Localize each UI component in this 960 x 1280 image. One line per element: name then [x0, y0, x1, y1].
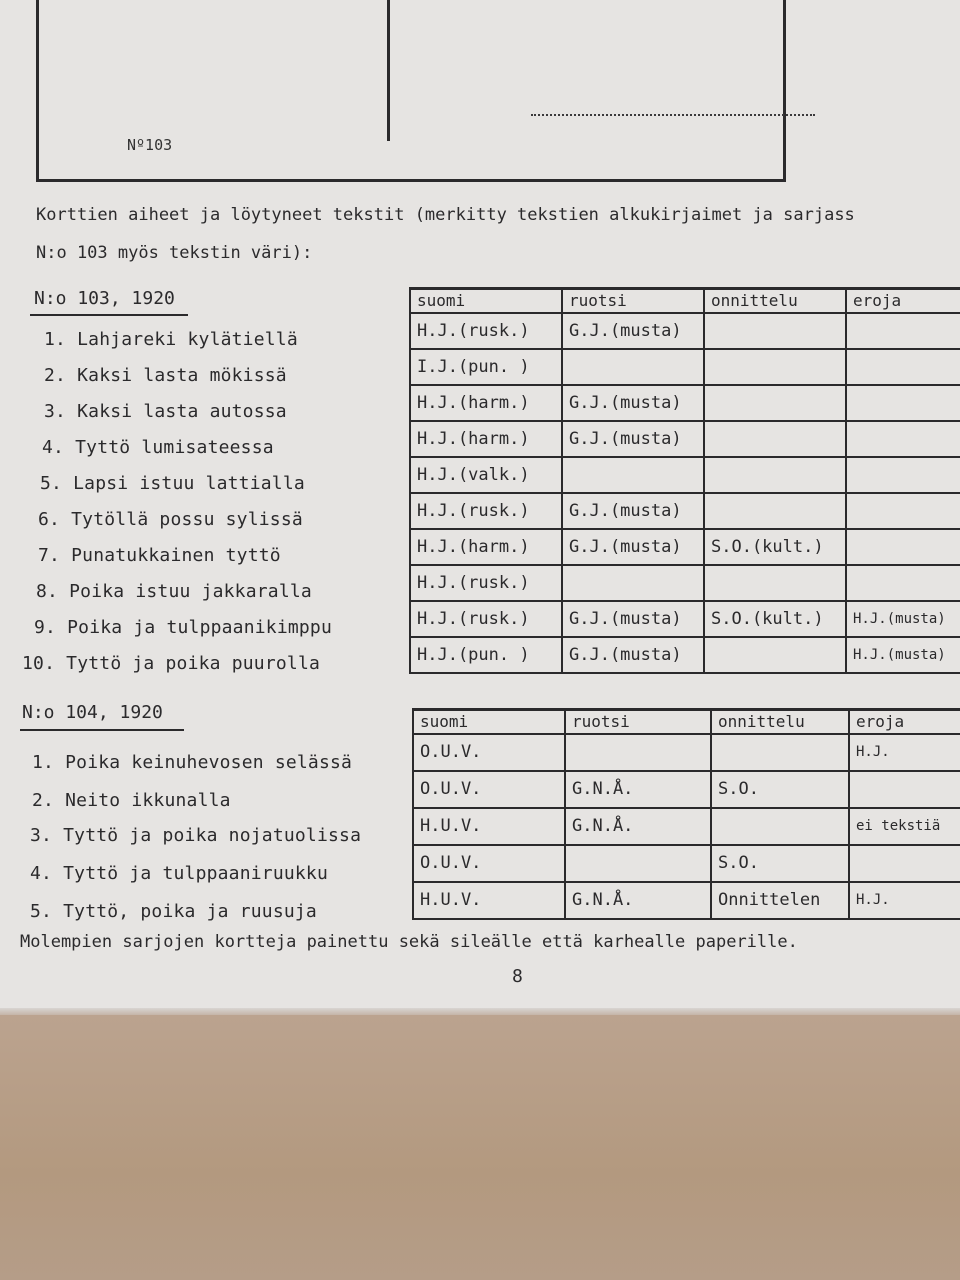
table-row	[413, 771, 960, 808]
list-item: 6. Tytöllä possu sylissä	[38, 509, 303, 530]
table-surface	[0, 1015, 960, 1280]
list-item: 2. Kaksi lasta mökissä	[44, 365, 287, 386]
table-row	[410, 313, 960, 349]
table-cell	[704, 421, 846, 457]
table-cell	[846, 457, 960, 493]
list-item: 4. Tyttö ja tulppaaniruukku	[30, 863, 329, 884]
table-row	[410, 637, 960, 673]
intro-text	[36, 196, 960, 272]
series-104-title-underline	[20, 729, 184, 731]
table-cell: H.J.(rusk.)	[410, 313, 562, 349]
table-cell	[849, 845, 960, 882]
table-cell: H.J.(valk.)	[410, 457, 562, 493]
table-cell: H.J.(musta)	[846, 637, 960, 673]
series-103-title: N:o 103, 1920	[34, 288, 175, 309]
table-cell: H.J.(rusk.)	[410, 565, 562, 601]
table-cell	[704, 385, 846, 421]
table-cell: G.N.Å.	[565, 808, 711, 845]
table-header-row	[410, 289, 960, 313]
table-cell: H.J.(pun. )	[410, 637, 562, 673]
column-header-onnittelu: onnittelu	[711, 710, 849, 734]
intro-line-2: N:o 103 myös tekstin väri):	[36, 243, 313, 263]
list-item: 9. Poika ja tulppaanikimppu	[34, 617, 333, 638]
list-item: 3. Tyttö ja poika nojatuolissa	[30, 825, 362, 846]
table-cell	[704, 493, 846, 529]
table-cell: G.J.(musta)	[562, 637, 704, 673]
table-cell: G.J.(musta)	[562, 421, 704, 457]
table-cell: Onnittelen	[711, 882, 849, 919]
list-item: 3. Kaksi lasta autossa	[44, 401, 287, 422]
table-cell: H.J.	[849, 882, 960, 919]
column-header-suomi: suomi	[410, 289, 562, 313]
footer-note: Molempien sarjojen kortteja painettu sekä sileälle että karhealle paperille.	[20, 932, 798, 952]
table-cell	[846, 313, 960, 349]
table-cell: O.U.V.	[413, 845, 565, 882]
table-cell	[562, 565, 704, 601]
list-item: 1. Poika keinuhevosen selässä	[32, 752, 353, 773]
table-cell	[704, 565, 846, 601]
table-cell: ei tekstiä	[849, 808, 960, 845]
table-cell	[846, 529, 960, 565]
table-row	[410, 421, 960, 457]
table-cell	[562, 349, 704, 385]
table-cell: S.O.	[711, 771, 849, 808]
table-cell: H.J.	[849, 734, 960, 771]
column-header-eroja: eroja	[849, 710, 960, 734]
table-cell: G.J.(musta)	[562, 493, 704, 529]
series-104-table	[412, 708, 960, 920]
table-cell	[565, 845, 711, 882]
table-cell	[565, 734, 711, 771]
table-cell: G.J.(musta)	[562, 385, 704, 421]
series-103-table	[409, 287, 960, 674]
table-cell	[704, 313, 846, 349]
postcard-frame	[36, 0, 786, 182]
table-cell	[846, 385, 960, 421]
table-cell: H.J.(rusk.)	[410, 601, 562, 637]
table-cell	[846, 493, 960, 529]
table-cell: G.J.(musta)	[562, 313, 704, 349]
table-row	[410, 565, 960, 601]
table-cell: O.U.V.	[413, 734, 565, 771]
table-row	[410, 601, 960, 637]
series-103-title-underline	[30, 314, 188, 316]
table-row	[413, 845, 960, 882]
column-header-onnittelu: onnittelu	[704, 289, 846, 313]
table-cell: S.O.(kult.)	[704, 601, 846, 637]
table-cell	[849, 771, 960, 808]
postcard-address-line	[531, 114, 815, 116]
table-cell	[711, 808, 849, 845]
table-cell	[711, 734, 849, 771]
table-cell: G.J.(musta)	[562, 529, 704, 565]
table-cell: H.J.(rusk.)	[410, 493, 562, 529]
table-row	[410, 385, 960, 421]
table-cell: O.U.V.	[413, 771, 565, 808]
column-header-eroja: eroja	[846, 289, 960, 313]
table-cell	[562, 457, 704, 493]
table-row	[410, 529, 960, 565]
table-cell: I.J.(pun. )	[410, 349, 562, 385]
series-104-title: N:o 104, 1920	[22, 702, 163, 723]
table-cell	[846, 421, 960, 457]
column-header-ruotsi: ruotsi	[565, 710, 711, 734]
table-cell	[704, 457, 846, 493]
list-item: 1. Lahjareki kylätiellä	[44, 329, 298, 350]
list-item: 5. Tyttö, poika ja ruusuja	[30, 901, 317, 922]
table-cell: H.J.(harm.)	[410, 421, 562, 457]
intro-line-1: Korttien aiheet ja löytyneet tekstit (merkitty tekstien alkukirjaimet ja sarjass	[36, 205, 855, 225]
column-header-ruotsi: ruotsi	[562, 289, 704, 313]
table-row	[410, 349, 960, 385]
table-cell: H.J.(musta)	[846, 601, 960, 637]
table-row	[410, 493, 960, 529]
list-item: 2. Neito ikkunalla	[32, 790, 231, 811]
table-cell: G.N.Å.	[565, 882, 711, 919]
table-cell: H.J.(harm.)	[410, 385, 562, 421]
list-item: 8. Poika istuu jakkaralla	[36, 581, 312, 602]
table-row	[413, 808, 960, 845]
table-row	[413, 882, 960, 919]
postcard-number: Nº103	[127, 136, 173, 154]
table-row	[413, 734, 960, 771]
list-item: 5. Lapsi istuu lattialla	[40, 473, 305, 494]
table-cell: H.J.(harm.)	[410, 529, 562, 565]
list-item: 7. Punatukkainen tyttö	[38, 545, 281, 566]
table-cell	[846, 565, 960, 601]
table-cell	[704, 637, 846, 673]
table-cell	[846, 349, 960, 385]
table-cell: S.O.	[711, 845, 849, 882]
table-cell: H.U.V.	[413, 882, 565, 919]
table-cell: S.O.(kult.)	[704, 529, 846, 565]
table-cell: G.N.Å.	[565, 771, 711, 808]
list-item: 10. Tyttö ja poika puurolla	[22, 653, 321, 674]
table-cell	[704, 349, 846, 385]
table-cell: H.U.V.	[413, 808, 565, 845]
table-cell: G.J.(musta)	[562, 601, 704, 637]
postcard-divider	[387, 0, 390, 141]
table-row	[410, 457, 960, 493]
list-item: 4. Tyttö lumisateessa	[42, 437, 274, 458]
page-number: 8	[512, 966, 523, 987]
column-header-suomi: suomi	[413, 710, 565, 734]
table-header-row	[413, 710, 960, 734]
